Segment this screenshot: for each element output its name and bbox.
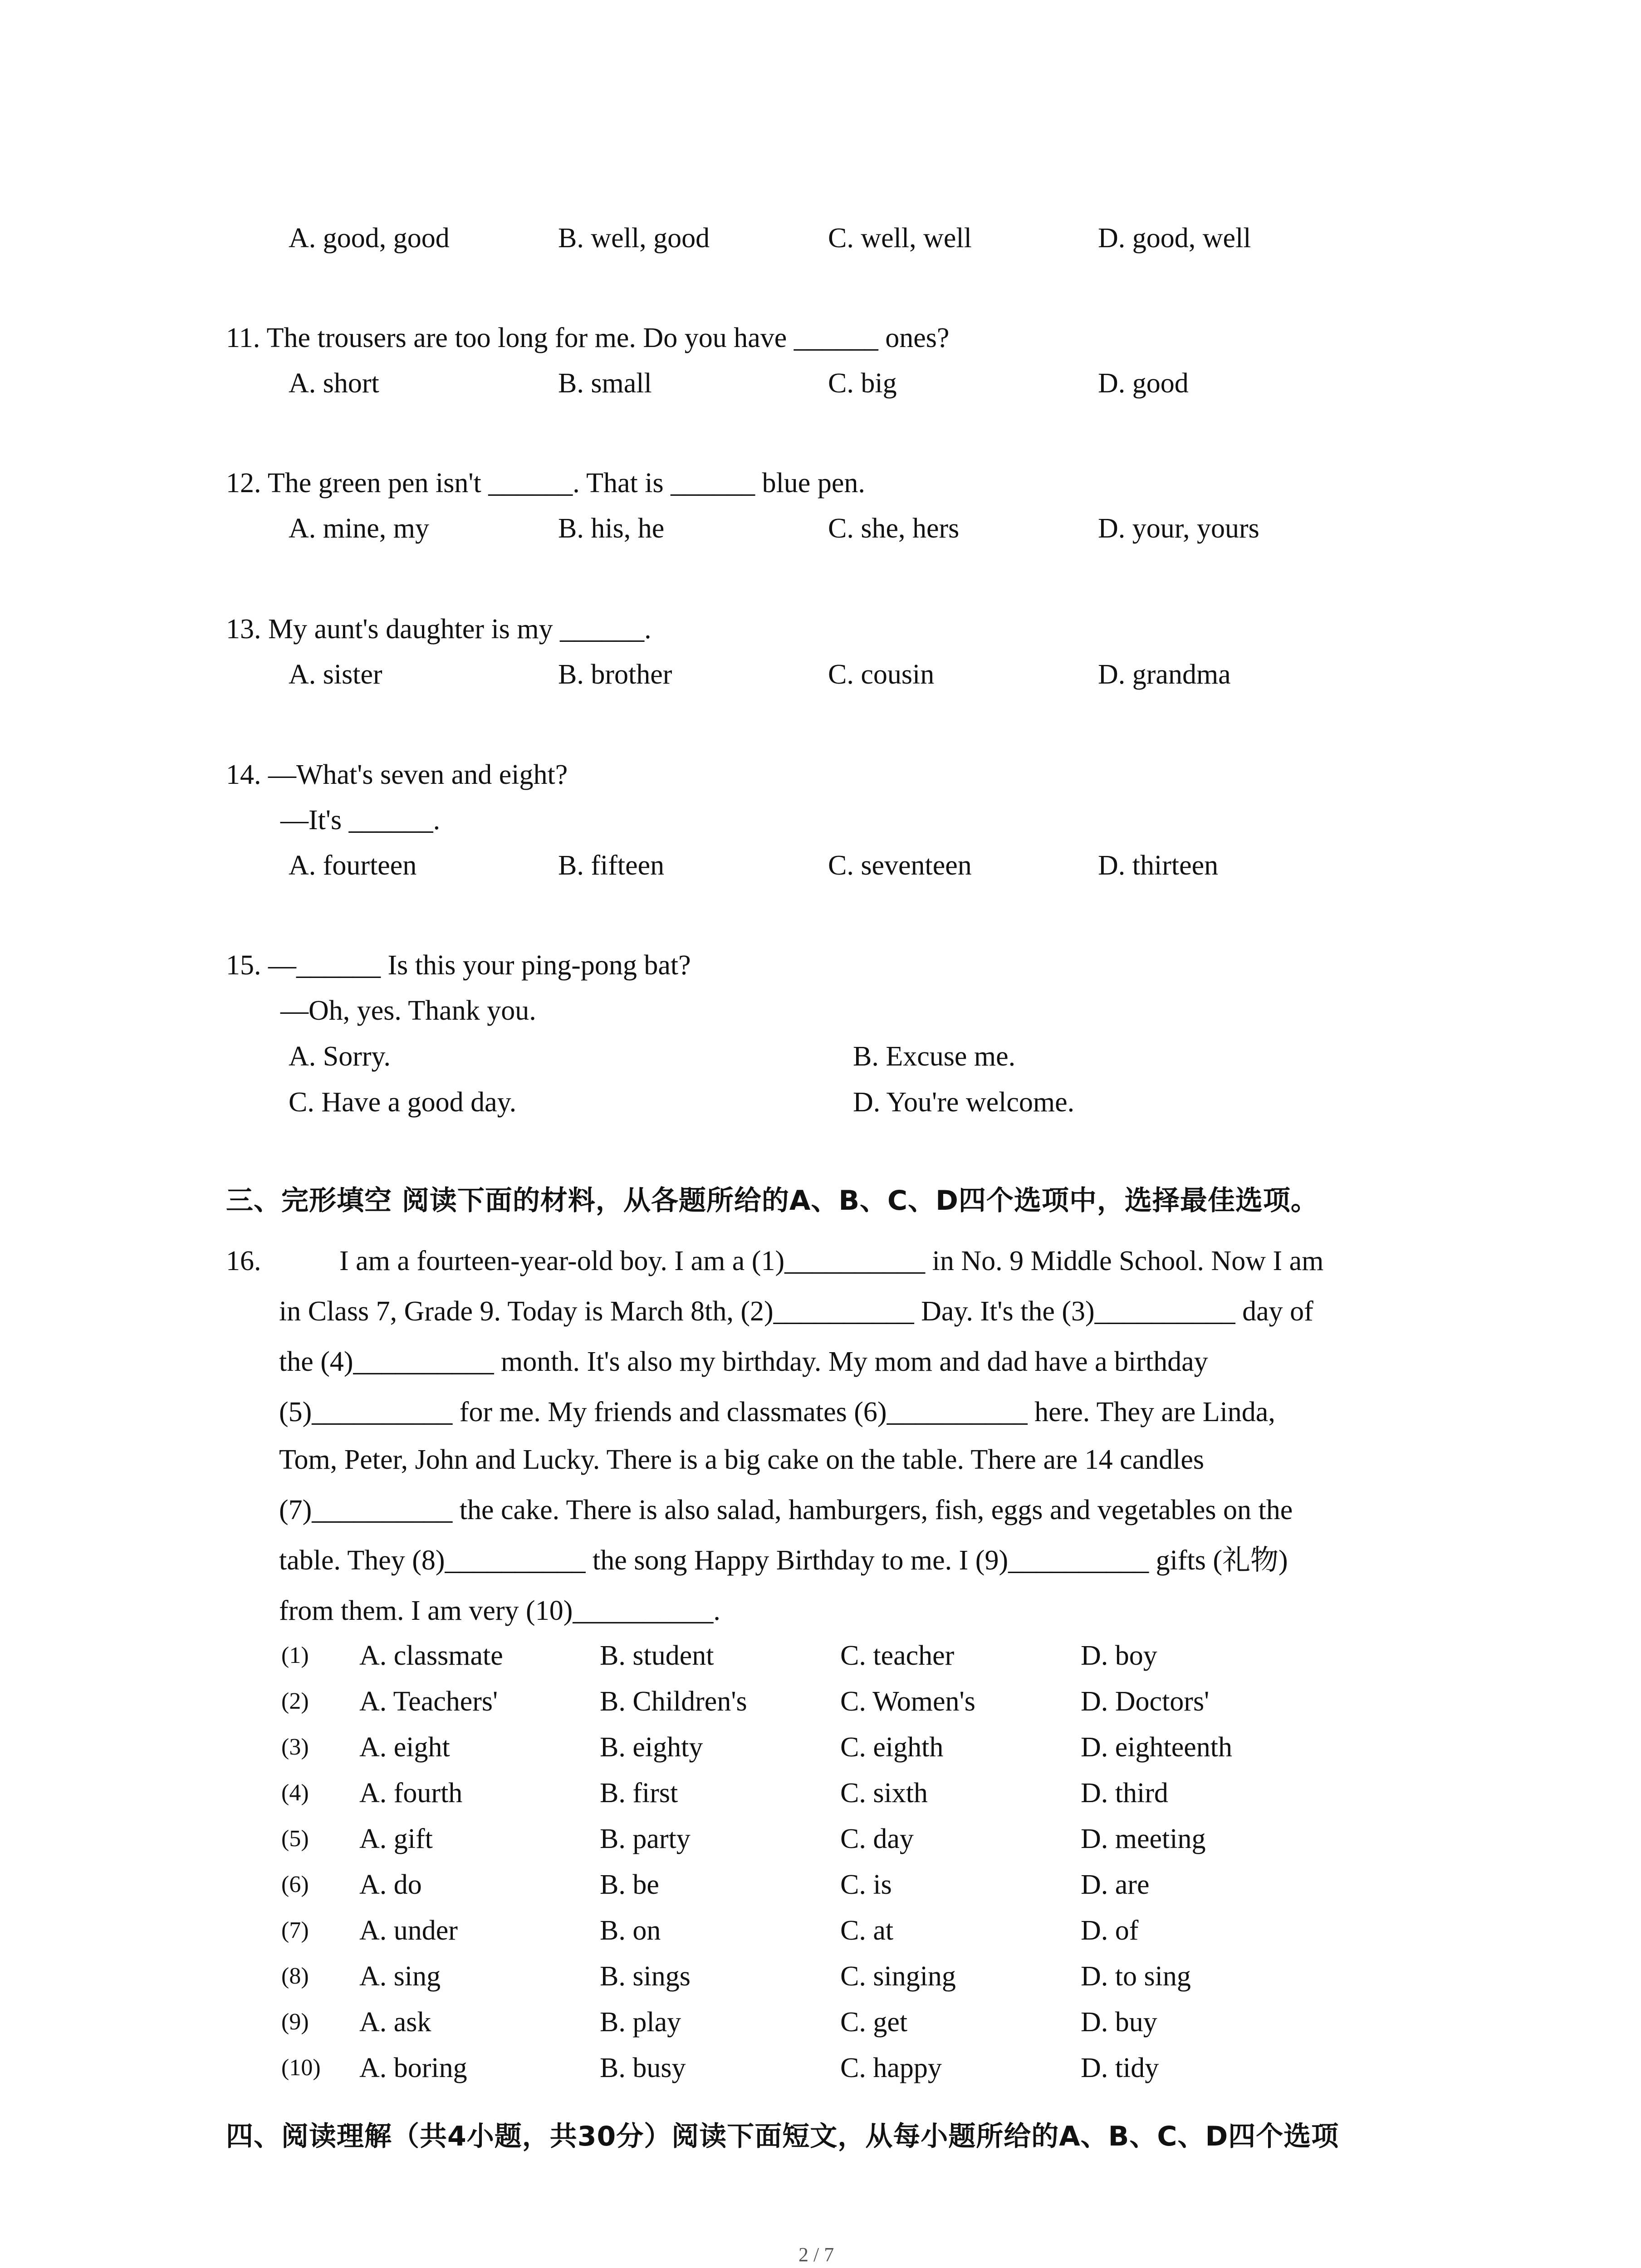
question-stem: 12. The green pen isn't ______. That is ______ blue pen. <box>226 468 865 499</box>
option-b: B. Children's <box>600 1686 747 1717</box>
option-c: C. eighth <box>840 1732 944 1763</box>
option-d: D. good <box>1098 368 1189 399</box>
option-c: C. cousin <box>828 659 935 690</box>
blank-number: (9) <box>281 2009 309 2035</box>
option-d: D. eighteenth <box>1081 1732 1233 1763</box>
option-d: D. of <box>1081 1915 1139 1946</box>
option-c: C. is <box>840 1869 892 1900</box>
question-number: 16. <box>226 1246 261 1276</box>
option-b: B. party <box>600 1823 691 1854</box>
option-a: A. sing <box>359 1961 441 1992</box>
option-a: A. eight <box>359 1732 450 1763</box>
option-a: A. gift <box>359 1823 433 1854</box>
page-number: 2 / 7 <box>798 2244 834 2266</box>
option-b: B. eighty <box>600 1732 703 1763</box>
blank-number: (7) <box>281 1917 309 1943</box>
option-b: B. fifteen <box>558 850 665 881</box>
option-d: D. third <box>1081 1778 1168 1809</box>
dialogue-reply: —Oh, yes. Thank you. <box>280 995 536 1026</box>
option-a: A. under <box>359 1915 458 1946</box>
option-a: A. classmate <box>359 1640 503 1671</box>
option-d: D. You're welcome. <box>853 1087 1075 1118</box>
option-c: C. happy <box>840 2053 942 2083</box>
section-heading: 三、完形填空 阅读下面的材料，从各题所给的A、B、C、D四个选项中，选择最佳选项。 <box>226 1185 1318 1217</box>
option-b: B. well, good <box>558 223 710 254</box>
option-a: A. sister <box>289 659 382 690</box>
option-c: C. well, well <box>828 223 972 254</box>
option-c: C. Women's <box>840 1686 975 1717</box>
option-a: A. Sorry. <box>289 1041 391 1072</box>
option-c: C. get <box>840 2007 908 2038</box>
question-stem: 15. —______ Is this your ping-pong bat? <box>226 950 691 981</box>
option-c: C. teacher <box>840 1640 955 1671</box>
option-c: C. Have a good day. <box>289 1087 517 1118</box>
option-d: D. buy <box>1081 2007 1157 2038</box>
option-d: D. are <box>1081 1869 1150 1900</box>
option-a: A. fourteen <box>289 850 417 881</box>
option-b: B. first <box>600 1778 678 1809</box>
blank-number: (10) <box>281 2055 321 2081</box>
option-b: B. be <box>600 1869 659 1900</box>
blank-number: (3) <box>281 1734 309 1760</box>
option-d: D. good, well <box>1098 223 1251 254</box>
option-b: B. his, he <box>558 513 665 544</box>
option-b: B. small <box>558 368 652 399</box>
passage-line: Tom, Peter, John and Lucky. There is a big cake on the table. There are 14 candles <box>279 1444 1205 1475</box>
dialogue-reply: —It's ______. <box>280 805 441 836</box>
passage-line: (5)__________ for me. My friends and classmates (6)__________ here. They are Linda, <box>279 1397 1275 1427</box>
option-c: C. seventeen <box>828 850 972 881</box>
option-b: B. student <box>600 1640 714 1671</box>
option-b: B. sings <box>600 1961 691 1992</box>
option-d: D. to sing <box>1081 1961 1191 1992</box>
blank-number: (1) <box>281 1642 309 1668</box>
option-c: C. day <box>840 1823 914 1854</box>
blank-number: (5) <box>281 1826 309 1852</box>
option-d: D. thirteen <box>1098 850 1219 881</box>
option-d: D. Doctors' <box>1081 1686 1210 1717</box>
option-d: D. your, yours <box>1098 513 1259 544</box>
option-d: D. boy <box>1081 1640 1157 1671</box>
option-b: B. Excuse me. <box>853 1041 1016 1072</box>
option-b: B. play <box>600 2007 681 2038</box>
option-c: C. sixth <box>840 1778 928 1809</box>
option-b: B. busy <box>600 2053 686 2083</box>
blank-number: (2) <box>281 1688 309 1714</box>
blank-number: (8) <box>281 1963 309 1989</box>
option-c: C. big <box>828 368 897 399</box>
option-a: A. fourth <box>359 1778 463 1809</box>
option-a: A. short <box>289 368 379 399</box>
option-a: A. boring <box>359 2053 467 2083</box>
blank-number: (6) <box>281 1872 309 1897</box>
option-a: A. ask <box>359 2007 431 2038</box>
passage-line: (7)__________ the cake. There is also salad, hamburgers, fish, eggs and vegetables on the <box>279 1495 1293 1525</box>
option-c: C. at <box>840 1915 894 1946</box>
option-d: D. meeting <box>1081 1823 1206 1854</box>
blank-number: (4) <box>281 1780 309 1806</box>
question-stem: 11. The trousers are too long for me. Do you have ______ ones? <box>226 323 950 353</box>
option-c: C. she, hers <box>828 513 960 544</box>
question-stem: 13. My aunt's daughter is my ______. <box>226 614 652 645</box>
question-stem: 14. —What's seven and eight? <box>226 759 568 790</box>
option-b: B. on <box>600 1915 661 1946</box>
option-a: A. good, good <box>289 223 450 254</box>
passage-line: I am a fourteen-year-old boy. I am a (1)__________ in No. 9 Middle School. Now I am <box>339 1246 1324 1276</box>
passage-line: in Class 7, Grade 9. Today is March 8th, (2)__________ Day. It's the (3)__________ day of <box>279 1296 1313 1327</box>
option-b: B. brother <box>558 659 672 690</box>
option-a: A. Teachers' <box>359 1686 498 1717</box>
passage-line: from them. I am very (10)__________. <box>279 1595 720 1626</box>
option-d: D. grandma <box>1098 659 1231 690</box>
option-d: D. tidy <box>1081 2053 1159 2083</box>
option-a: A. do <box>359 1869 422 1900</box>
option-a: A. mine, my <box>289 513 429 544</box>
option-c: C. singing <box>840 1961 956 1992</box>
section-heading: 四、阅读理解（共4小题，共30分）阅读下面短文，从每小题所给的A、B、C、D四个选项 <box>226 2121 1339 2152</box>
passage-line: table. They (8)__________ the song Happy Birthday to me. I (9)__________ gifts (礼物) <box>279 1545 1288 1576</box>
passage-line: the (4)__________ month. It's also my birthday. My mom and dad have a birthday <box>279 1346 1208 1377</box>
